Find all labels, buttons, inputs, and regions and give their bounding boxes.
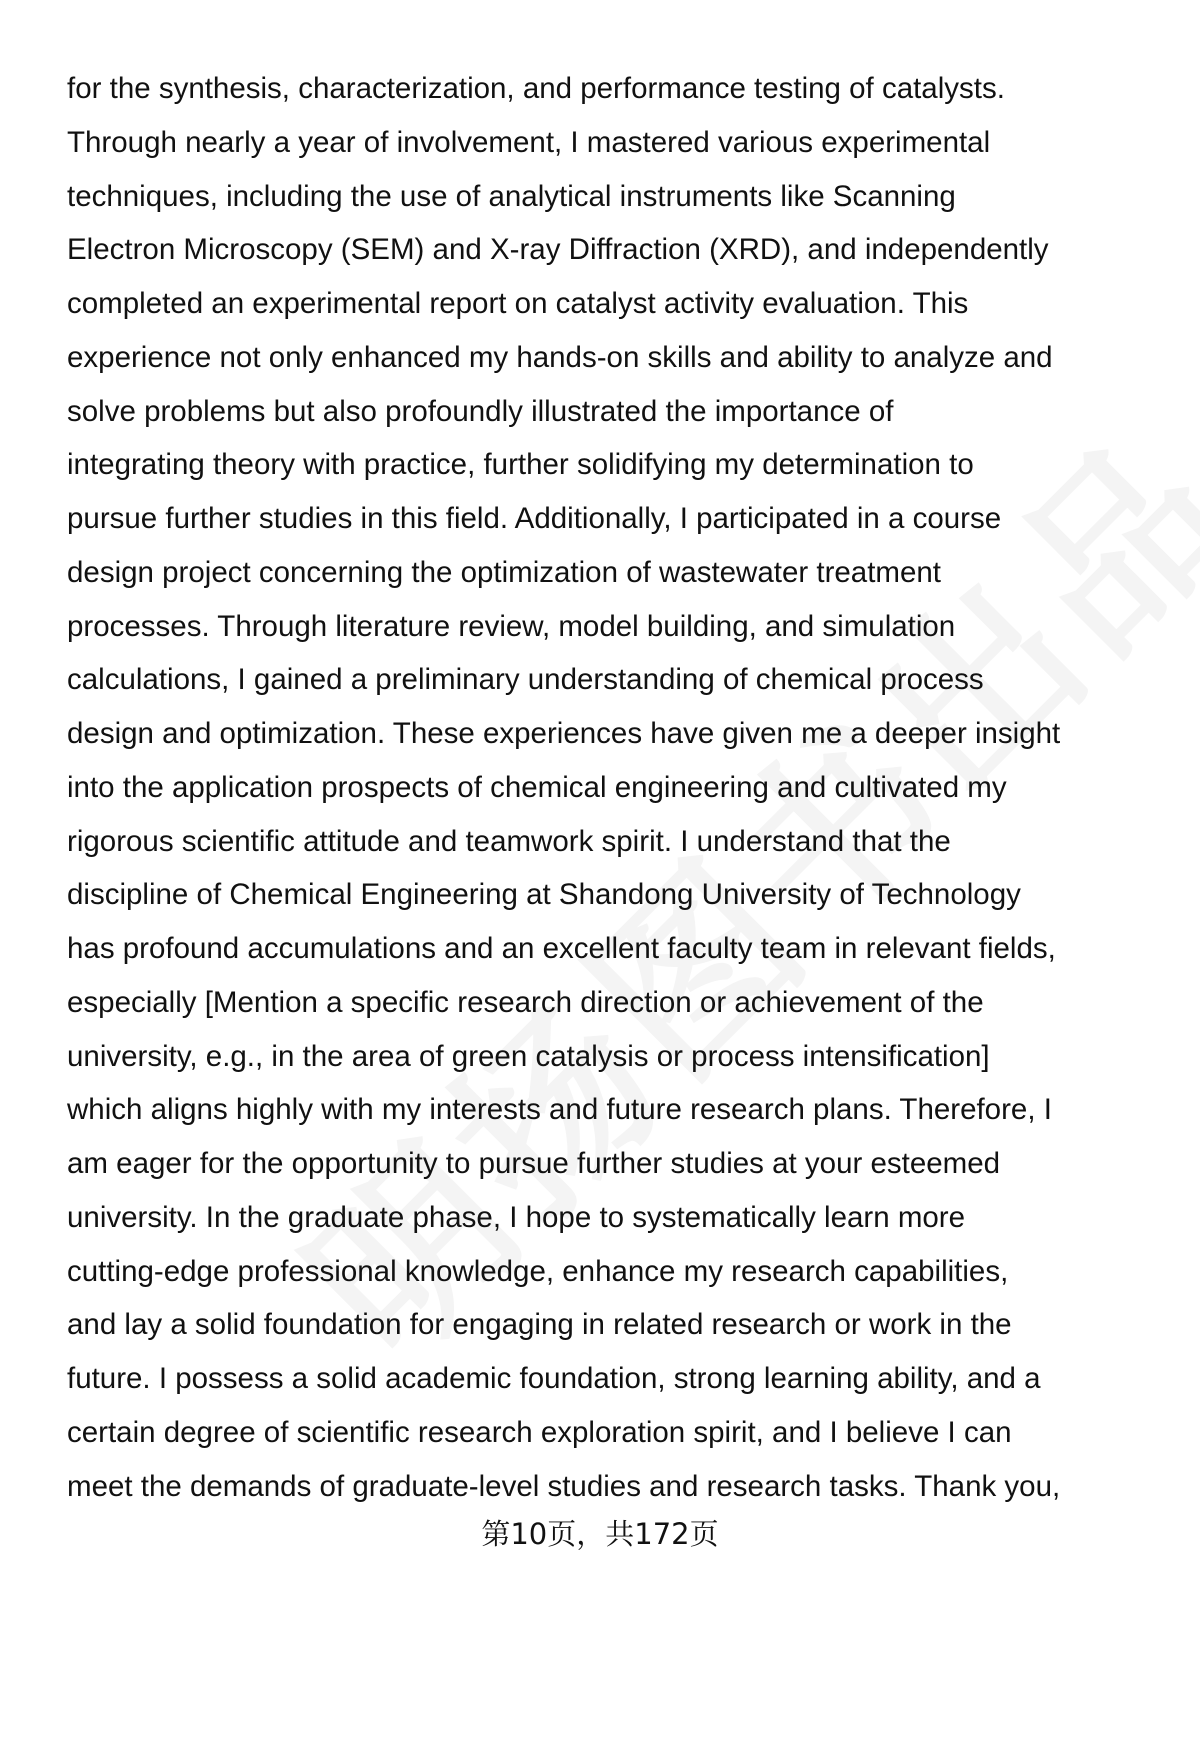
text-line: cutting-edge professional knowledge, enhance my research capabilities, [67,1254,1009,1288]
text-line: pursue further studies in this field. Additionally, I participated in a course [67,502,1002,535]
text-line: Electron Microscopy (SEM) and X-ray Diffraction (XRD), and independently [67,233,1049,267]
text-line: for the synthesis, characterization, and performance testing of catalysts. [67,72,1005,105]
text-line: university. In the graduate phase, I hope to systematically learn more [67,1200,966,1234]
page-number-footer: 第10页，共172页 [481,1517,719,1551]
text-line: which aligns highly with my interests and future research plans. Therefore, I [67,1093,1052,1127]
text-line: techniques, including the use of analytical instruments like Scanning [67,179,956,213]
text-line: processes. Through literature review, model building, and simulation [67,609,956,643]
text-line: design project concerning the optimization of wastewater treatment [67,555,941,589]
text-line: Through nearly a year of involvement, I mastered various experimental [67,125,991,159]
text-line: rigorous scientific attitude and teamwork spirit. I understand that the [67,824,951,858]
text-line: especially [Mention a specific research direction or achievement of the [67,985,984,1019]
text-line: certain degree of scientific research exploration spirit, and I believe I can [67,1415,1012,1449]
text-line: into the application prospects of chemical engineering and cultivated my [67,770,1007,804]
text-line: solve problems but also profoundly illustrated the importance of [67,394,894,428]
text-line: and lay a solid foundation for engaging in related research or work in the [67,1308,1012,1342]
text-line: has profound accumulations and an excellent faculty team in relevant fields, [67,932,1056,965]
body-text [67,62,1157,1513]
text-line: experience not only enhanced my hands-on skills and ability to analyze and [67,340,1053,374]
text-line: meet the demands of graduate-level studies and research tasks. Thank you, [67,1469,1061,1503]
text-line: discipline of Chemical Engineering at Shandong University of Technology [67,878,1021,912]
text-line: calculations, I gained a preliminary understanding of chemical process [67,663,984,697]
text-line: completed an experimental report on catalyst activity evaluation. This [67,287,969,320]
text-line: integrating theory with practice, further solidifying my determination to [67,448,974,482]
text-line: am eager for the opportunity to pursue further studies at your esteemed [67,1147,1001,1180]
text-line: university, e.g., in the area of green catalysis or process intensification] [67,1039,990,1073]
text-line: design and optimization. These experiences have given me a deeper insight [67,717,1061,750]
text-line: future. I possess a solid academic foundation, strong learning ability, and a [67,1362,1041,1395]
